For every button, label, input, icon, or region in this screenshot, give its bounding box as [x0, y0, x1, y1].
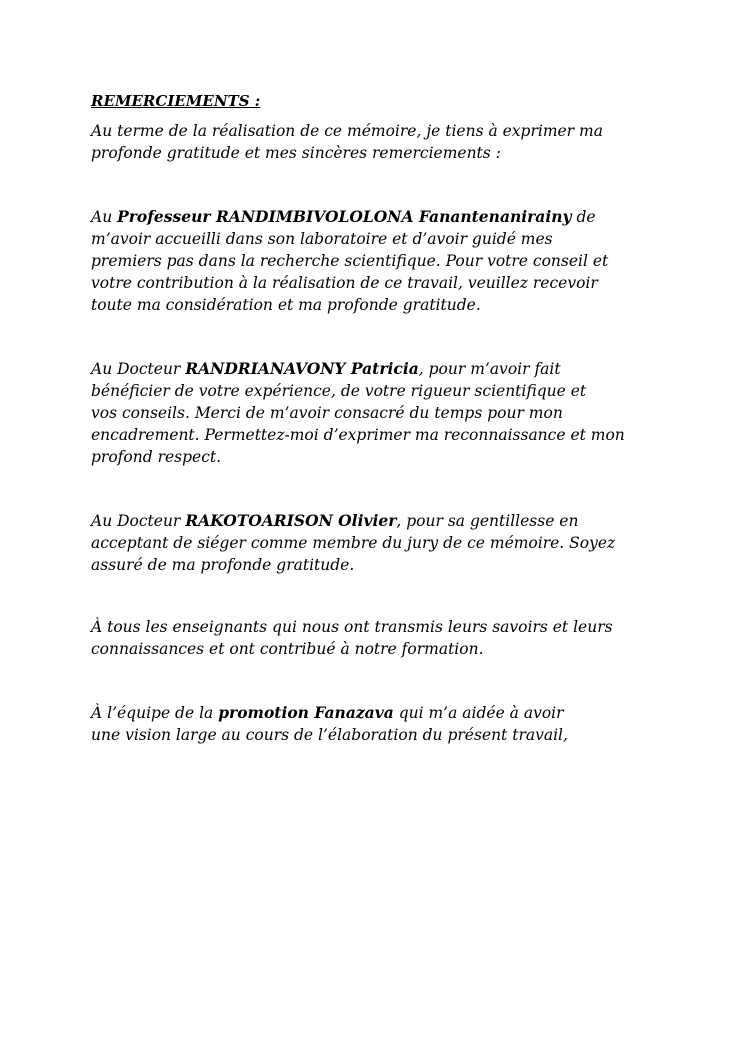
p1-suffix: de: [571, 208, 596, 226]
intro-line-1: Au terme de la réalisation de ce mémoire, je tiens à exprimer ma: [91, 122, 603, 140]
acknowledgement-promotion: [91, 702, 651, 746]
p3-suffix: , pour sa gentillesse en: [396, 512, 579, 530]
p3-line-2: acceptant de siéger comme membre du jury de ce mémoire. Soyez: [91, 534, 616, 552]
p1-line-5: toute ma considération et ma profonde gratitude.: [91, 296, 481, 314]
p3-line-3: assuré de ma profonde gratitude.: [91, 556, 355, 574]
p2-line-5: profond respect.: [91, 448, 222, 466]
p4-line-2: connaissances et ont contribué à notre formation.: [91, 640, 484, 658]
p2-line-4: encadrement. Permettez-moi d’exprimer ma reconnaissance et mon: [91, 426, 625, 444]
p2-line-2: bénéficier de votre expérience, de votre rigueur scientifique et: [91, 382, 587, 400]
page-title: REMERCIEMENTS :: [91, 92, 261, 110]
p1-prefix: Au: [91, 208, 118, 226]
p1-line-3: premiers pas dans la recherche scientifique. Pour votre conseil et: [91, 252, 609, 270]
p2-line-3: vos conseils. Merci de m’avoir consacré du temps pour mon: [91, 404, 563, 422]
p1-name: Professeur RANDIMBIVOLOLONA Fanantenanirainy: [117, 207, 572, 226]
p2-line-1: [91, 358, 651, 380]
p5-line-1: [91, 702, 651, 724]
p5-prefix: À l’équipe de la: [91, 704, 219, 722]
acknowledgement-randrianavony: [91, 358, 651, 468]
p4-line-1: À tous les enseignants qui nous ont transmis leurs savoirs et leurs: [91, 618, 613, 636]
p3-prefix: Au Docteur: [91, 512, 186, 530]
p1-line-1: [91, 206, 651, 228]
p5-line-2: une vision large au cours de l’élaboration du présent travail,: [91, 726, 568, 744]
intro-paragraph: [91, 120, 651, 164]
acknowledgement-professor: [91, 206, 651, 316]
p5-suffix: qui m’a aidée à avoir: [393, 704, 564, 722]
p5-name: promotion Fanazava: [218, 703, 394, 722]
p3-line-1: [91, 510, 651, 532]
p2-suffix: , pour m’avoir fait: [418, 360, 561, 378]
acknowledgement-teachers: [91, 616, 651, 660]
intro-line-2: profonde gratitude et mes sincères remerciements :: [91, 144, 501, 162]
p2-name: RANDRIANAVONY Patricia: [185, 359, 419, 378]
acknowledgement-rakotoarison: [91, 510, 651, 576]
p3-name: RAKOTOARISON Olivier: [185, 511, 397, 530]
p1-line-2: m’avoir accueilli dans son laboratoire et d’avoir guidé mes: [91, 230, 553, 248]
p1-line-4: votre contribution à la réalisation de ce travail, veuillez recevoir: [91, 274, 598, 292]
p2-prefix: Au Docteur: [91, 360, 186, 378]
